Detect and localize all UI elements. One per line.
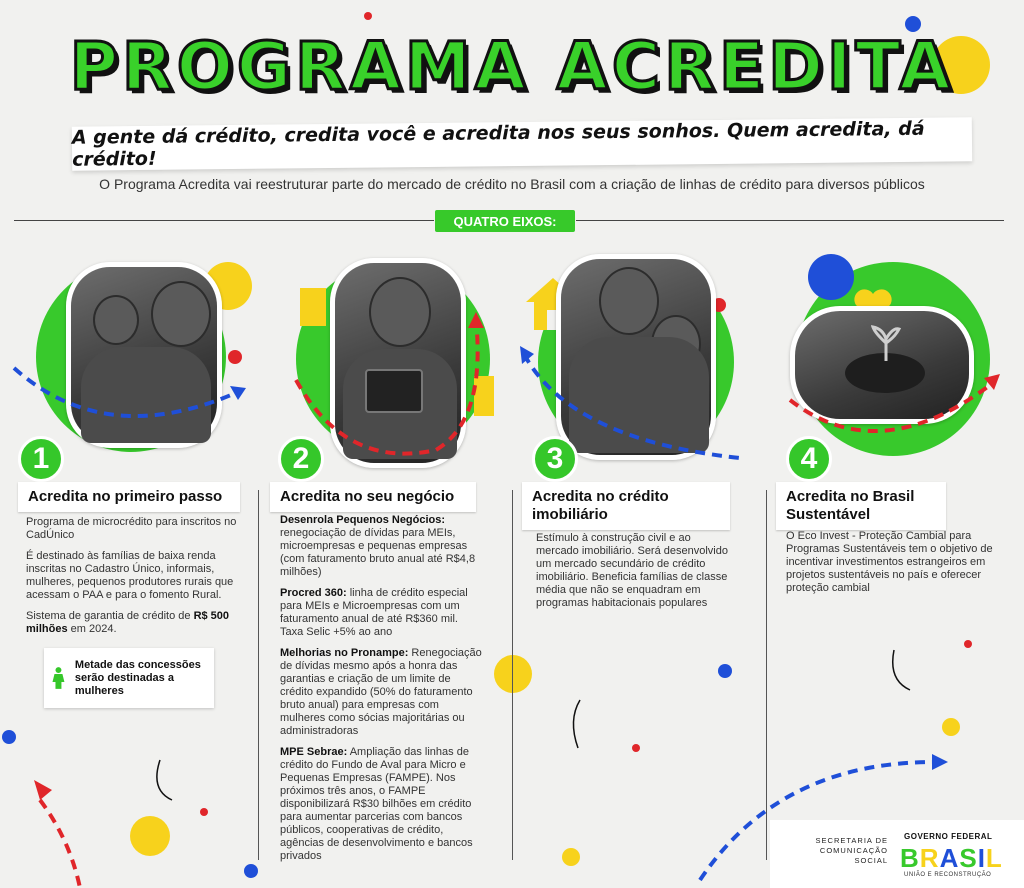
column-divider	[766, 490, 767, 860]
brasil-logo-letter: I	[977, 843, 986, 873]
brasil-logo-letter: A	[939, 843, 960, 873]
tagline-banner	[72, 117, 972, 170]
axis-heading: Acredita no primeiro passo	[18, 482, 240, 512]
axis-heading: Acredita no crédito imobiliário	[522, 482, 730, 530]
axis-item-text: Ampliação das linhas de crédito do Fundo de Aval para Micro e Pequenas Empresas (FAMPE). Nos próximos três anos, o FAMPE disponibilizará R$30 bilhões em crédito para aumentar parcerias com bancos públicos, cooperativas de crédito, agências de desenvolvimento e bancos privados	[280, 746, 473, 862]
axis-item-text: linha de crédito especial para MEIs e Microempresas com um faturamento anual de até R$360 mil. Taxa Selic +5% ao ano	[280, 587, 468, 638]
guarantee-post: em 2024.	[70, 623, 117, 635]
brasil-logo-letter: L	[985, 843, 1003, 873]
subtitle: O Programa Acredita vai reestruturar parte do mercado de crédito no Brasil com a criação de linhas de crédito para diversos públicos	[99, 176, 925, 192]
axis-number: 3	[532, 436, 578, 482]
axis-body	[536, 532, 732, 618]
brasil-logo-letter: S	[959, 843, 978, 873]
axis-item-text: Renegociação de dívidas mesmo após a honra das garantias e criação de um limite de crédito expandido (50% do faturamento bruto anual) para empresas com mulheres como sócias majoritárias ou administradoras	[280, 647, 482, 737]
page-title: PROGRAMA ACREDITA	[69, 28, 955, 105]
women-note-box	[44, 648, 214, 708]
axis-item-title: Procred 360:	[280, 587, 347, 599]
person-head	[151, 281, 211, 347]
axis-paragraph: É destinado às famílias de baixa renda inscritas no Cadastro Único, informais, mulheres, pequenos produtores rurais que acessam o PAA e para o fomento Rural.	[26, 550, 234, 601]
axis-body	[280, 514, 484, 871]
gov-subtitle: UNIÃO E RECONSTRUÇÃO	[904, 872, 992, 878]
axis-number: 2	[278, 436, 324, 482]
guarantee-pre: Sistema de garantia de crédito de	[26, 610, 191, 622]
axis-number: 4	[786, 436, 832, 482]
decor-arrow	[6, 350, 256, 450]
brasil-logo-text	[900, 843, 1003, 874]
axis-heading: Acredita no seu negócio	[270, 482, 476, 512]
sprout-icon	[871, 325, 901, 361]
axis-number: 1	[18, 436, 64, 482]
axis-body	[26, 516, 244, 644]
divider-left	[14, 220, 434, 221]
women-note-text: Metade das concessões serão destinadas a mulheres	[74, 658, 201, 697]
axis-item-title: MPE Sebrae:	[280, 746, 348, 758]
axis-heading: Acredita no Brasil Sustentável	[776, 482, 946, 530]
axis-item-title: Melhorias no Pronampe:	[280, 647, 409, 659]
gov-title: GOVERNO FEDERAL	[904, 832, 993, 841]
axis-item	[280, 647, 484, 738]
guarantee-text	[26, 610, 244, 636]
person-head	[93, 295, 139, 345]
section-label: QUATRO EIXOS:	[435, 210, 575, 232]
axis-item	[280, 746, 484, 863]
person-head	[599, 267, 659, 335]
axis-body	[786, 530, 1000, 603]
axis-item	[280, 514, 484, 579]
tagline-text: A gente dá crédito, credita você e acredita nos seus sonhos. Quem acredita, dá crédito!	[71, 117, 925, 171]
axis-paragraph: Estímulo à construção civil e ao mercado imobiliário. Será desenvolvido um mercado secundário de crédito imobiliário. Beneficia famílias de classe média que não se enquadram em programas habitacionais populares	[536, 532, 728, 609]
axis-item-text: renegociação de dívidas para MEIs, microempresas e pequenas empresas (com faturamento bruto anual até R$4,8 milhões)	[280, 527, 476, 578]
guarantee-value: R$ 500 milhões	[26, 610, 230, 635]
woman-icon	[52, 656, 65, 700]
axis-item	[280, 587, 484, 639]
column-divider	[512, 490, 513, 860]
decor-dot-blue	[808, 254, 854, 300]
secretaria-label: SECRETARIA DE COMUNICAÇÃO SOCIAL	[815, 836, 888, 865]
axis-paragraph: O Eco Invest - Proteção Cambial para Programas Sustentáveis tem o objetivo de incentivar investimentos estrangeiros em projetos sustentáveis no país e oferecer proteção cambial	[786, 530, 993, 594]
brasil-logo	[900, 843, 1003, 874]
column-divider	[258, 490, 259, 860]
brasil-logo-letter: B	[900, 843, 920, 873]
axis-item-title: Desenrola Pequenos Negócios:	[280, 514, 446, 526]
brasil-logo-letter: R	[919, 843, 940, 873]
divider-right	[576, 220, 1004, 221]
axis-paragraph: Programa de microcrédito para inscritos no CadÚnico	[26, 516, 237, 541]
